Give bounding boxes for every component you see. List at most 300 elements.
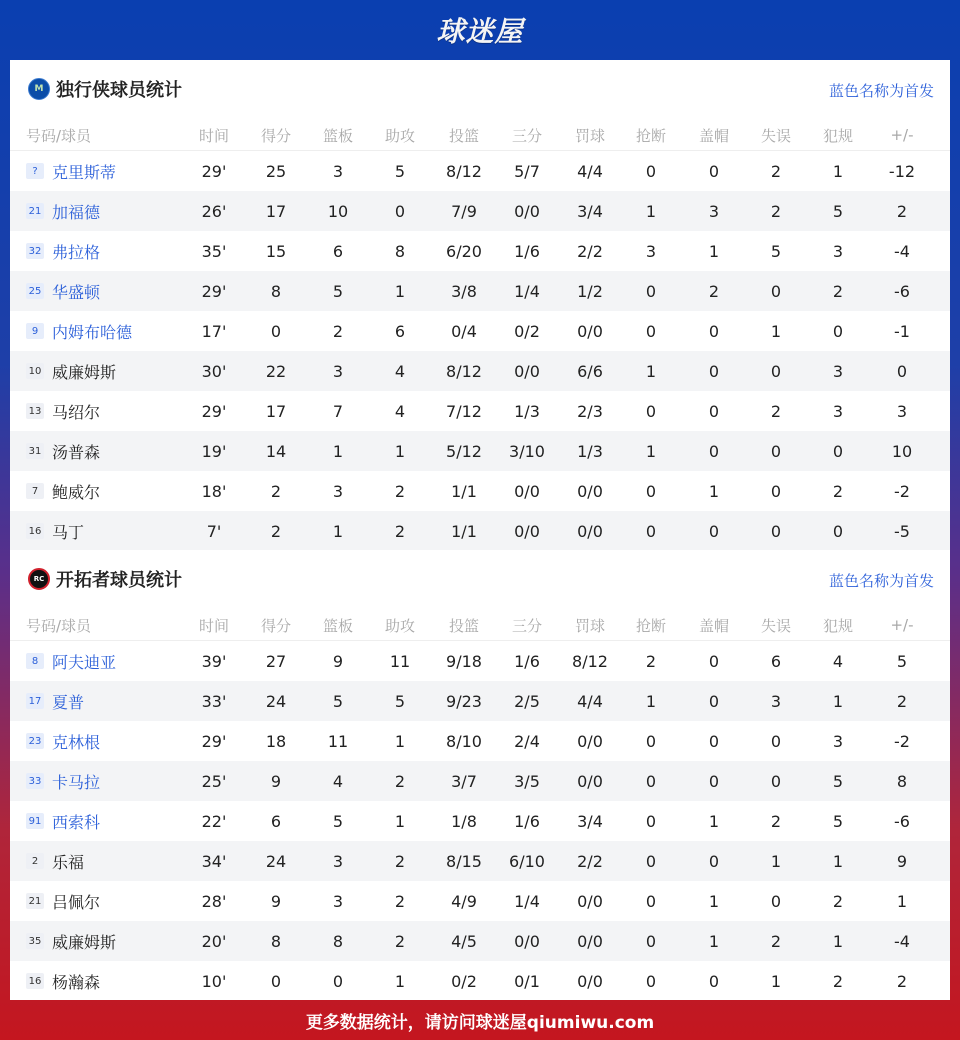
- stat-pf: 4: [832, 651, 844, 671]
- stat-pm: -5: [894, 521, 910, 541]
- stat-ft: 0/0: [577, 481, 603, 501]
- jersey-number: 8: [26, 653, 44, 669]
- column-header: 三分: [511, 616, 542, 635]
- stat-tp: 0/0: [514, 481, 540, 501]
- player-cell: [26, 271, 100, 311]
- stat-fg: 4/5: [451, 931, 477, 951]
- stat-ast: 1: [394, 441, 406, 461]
- jersey-number: 25: [26, 283, 44, 299]
- table-row: [10, 151, 950, 191]
- stat-pts: 2: [270, 481, 282, 501]
- stat-blk: 0: [708, 691, 720, 711]
- stat-ast: 1: [394, 281, 406, 301]
- table-header: [10, 120, 950, 151]
- stat-to: 3: [770, 691, 782, 711]
- table-row: [10, 191, 950, 231]
- jersey-number: 7: [26, 483, 44, 499]
- stat-fg: 0/2: [451, 971, 477, 991]
- stat-ft: 0/0: [577, 971, 603, 991]
- column-header: 盖帽: [698, 616, 729, 635]
- table-row: [10, 511, 950, 551]
- column-header: 助攻: [384, 126, 415, 145]
- stat-pf: 1: [832, 851, 844, 871]
- stat-to: 0: [770, 481, 782, 501]
- stat-ft: 1/3: [577, 441, 603, 461]
- stat-pm: 9: [896, 851, 908, 871]
- stat-stl: 0: [645, 931, 657, 951]
- stat-reb: 11: [327, 731, 349, 751]
- stat-min: 39': [201, 651, 227, 671]
- stat-stl: 0: [645, 771, 657, 791]
- stat-stl: 0: [645, 161, 657, 181]
- stat-to: 0: [770, 771, 782, 791]
- jersey-number: 91: [26, 813, 44, 829]
- jersey-number: 21: [26, 893, 44, 909]
- table-row: [10, 391, 950, 431]
- stat-to: 0: [770, 441, 782, 461]
- stat-pf: 2: [832, 281, 844, 301]
- stat-tp: 1/6: [514, 811, 540, 831]
- player-name: 克林根: [52, 732, 101, 752]
- stat-pm: 5: [896, 651, 908, 671]
- column-header: 号码/球员: [26, 616, 92, 635]
- player-cell: [26, 511, 84, 551]
- stat-fg: 9/18: [446, 651, 482, 671]
- player-name: 西索科: [52, 812, 101, 832]
- stat-ft: 0/0: [577, 771, 603, 791]
- stat-pf: 2: [832, 891, 844, 911]
- column-header: 失误: [760, 126, 791, 145]
- panel-header: [10, 60, 950, 120]
- stat-pts: 0: [270, 971, 282, 991]
- column-header: 罚球: [574, 616, 605, 635]
- stat-min: 17': [201, 321, 227, 341]
- stat-min: 18': [201, 481, 227, 501]
- stat-tp: 0/0: [514, 201, 540, 221]
- column-header: 三分: [511, 126, 542, 145]
- stat-ast: 2: [394, 851, 406, 871]
- stat-reb: 7: [332, 401, 344, 421]
- stat-fg: 7/9: [451, 201, 477, 221]
- player-name: 威廉姆斯: [52, 932, 117, 952]
- table-header: [10, 610, 950, 641]
- player-name: 威廉姆斯: [52, 362, 117, 382]
- table-row: [10, 471, 950, 511]
- starter-note: 蓝色名称为首发: [828, 572, 934, 590]
- player-cell: [26, 641, 116, 681]
- jersey-number: 2: [26, 853, 44, 869]
- player-cell: [26, 191, 100, 231]
- stat-ast: 1: [394, 731, 406, 751]
- table-row: [10, 231, 950, 271]
- stat-to: 2: [770, 931, 782, 951]
- stat-pts: 9: [270, 771, 282, 791]
- stat-fg: 3/7: [451, 771, 477, 791]
- stat-stl: 0: [645, 281, 657, 301]
- table-row: [10, 271, 950, 311]
- player-cell: [26, 231, 100, 271]
- player-name: 华盛顿: [52, 282, 101, 302]
- stat-pm: 8: [896, 771, 908, 791]
- column-header: +/-: [890, 616, 914, 634]
- stat-tp: 1/4: [514, 281, 540, 301]
- player-name: 加福德: [52, 202, 101, 222]
- stat-fg: 1/1: [451, 521, 477, 541]
- stat-reb: 3: [332, 851, 344, 871]
- stat-reb: 5: [332, 811, 344, 831]
- stat-fg: 0/4: [451, 321, 477, 341]
- stat-pts: 15: [265, 241, 287, 261]
- stat-to: 2: [770, 161, 782, 181]
- stat-pts: 24: [265, 691, 287, 711]
- player-cell: [26, 801, 100, 841]
- footer-link[interactable]: 更多数据统计，请访问球迷屋qiumiwu.com: [305, 1012, 655, 1033]
- player-name: 吕佩尔: [52, 892, 101, 912]
- stat-stl: 0: [645, 891, 657, 911]
- table-row: [10, 311, 950, 351]
- stat-pm: -6: [894, 281, 910, 301]
- player-cell: [26, 151, 116, 191]
- stat-stl: 0: [645, 851, 657, 871]
- stat-min: 28': [201, 891, 227, 911]
- stat-ast: 5: [394, 691, 406, 711]
- stat-stl: 1: [645, 201, 657, 221]
- stat-ft: 0/0: [577, 521, 603, 541]
- player-rows: [10, 151, 950, 551]
- brand-header: [0, 0, 960, 60]
- stat-pm: 2: [896, 971, 908, 991]
- stat-pm: 2: [896, 201, 908, 221]
- stat-ast: 2: [394, 931, 406, 951]
- stat-pts: 2: [270, 521, 282, 541]
- stat-to: 0: [770, 891, 782, 911]
- stat-min: 26': [201, 201, 227, 221]
- stat-ast: 4: [394, 361, 406, 381]
- stat-pm: 3: [896, 401, 908, 421]
- stat-blk: 2: [708, 281, 720, 301]
- stat-reb: 10: [327, 201, 349, 221]
- stat-tp: 0/0: [514, 361, 540, 381]
- stat-fg: 6/20: [446, 241, 482, 261]
- column-header: 抢断: [635, 126, 666, 145]
- stat-tp: 1/6: [514, 651, 540, 671]
- stat-ft: 0/0: [577, 321, 603, 341]
- table-row: [10, 881, 950, 921]
- stat-pts: 8: [270, 931, 282, 951]
- stat-pm: 10: [891, 441, 913, 461]
- stat-to: 2: [770, 401, 782, 421]
- column-header: 抢断: [635, 616, 666, 635]
- mavericks-logo-icon: M: [28, 78, 50, 100]
- stat-to: 0: [770, 521, 782, 541]
- table-row: [10, 841, 950, 881]
- player-cell: [26, 881, 100, 921]
- stat-pf: 1: [832, 931, 844, 951]
- stat-tp: 0/0: [514, 521, 540, 541]
- stat-ft: 0/0: [577, 931, 603, 951]
- stat-to: 1: [770, 321, 782, 341]
- stat-blk: 1: [708, 811, 720, 831]
- team-title: 开拓者球员统计: [56, 570, 182, 591]
- player-cell: [26, 471, 100, 511]
- stat-ft: 1/2: [577, 281, 603, 301]
- stat-blk: 1: [708, 931, 720, 951]
- stat-ast: 11: [389, 651, 411, 671]
- stat-reb: 4: [332, 771, 344, 791]
- stat-to: 0: [770, 281, 782, 301]
- stat-pts: 24: [265, 851, 287, 871]
- stat-ft: 4/4: [577, 691, 603, 711]
- jersey-number: 23: [26, 733, 44, 749]
- column-header: 篮板: [322, 126, 353, 145]
- stat-ast: 1: [394, 971, 406, 991]
- stat-pts: 25: [265, 161, 287, 181]
- player-cell: [26, 961, 100, 1001]
- stat-tp: 2/5: [514, 691, 540, 711]
- stat-pf: 2: [832, 971, 844, 991]
- stat-reb: 1: [332, 441, 344, 461]
- player-name: 汤普森: [52, 442, 101, 462]
- column-header: 助攻: [384, 616, 415, 635]
- jersey-number: 13: [26, 403, 44, 419]
- stat-ft: 8/12: [572, 651, 608, 671]
- stat-reb: 3: [332, 161, 344, 181]
- stat-to: 1: [770, 971, 782, 991]
- stat-fg: 8/12: [446, 161, 482, 181]
- jersey-number: 17: [26, 693, 44, 709]
- stat-fg: 8/15: [446, 851, 482, 871]
- stat-min: 29': [201, 731, 227, 751]
- stat-pts: 9: [270, 891, 282, 911]
- stat-blk: 0: [708, 851, 720, 871]
- stat-pf: 5: [832, 811, 844, 831]
- stat-pm: 2: [896, 691, 908, 711]
- stat-tp: 1/3: [514, 401, 540, 421]
- stat-pf: 5: [832, 771, 844, 791]
- player-name: 内姆布哈德: [52, 322, 133, 342]
- stat-blk: 0: [708, 771, 720, 791]
- stat-ast: 2: [394, 481, 406, 501]
- stat-min: 34': [201, 851, 227, 871]
- stat-fg: 4/9: [451, 891, 477, 911]
- stat-pf: 0: [832, 441, 844, 461]
- jersey-number: 35: [26, 933, 44, 949]
- player-cell: [26, 391, 100, 431]
- stat-tp: 3/10: [509, 441, 545, 461]
- stat-min: 19': [201, 441, 227, 461]
- stat-pf: 2: [832, 481, 844, 501]
- starter-note: 蓝色名称为首发: [828, 82, 934, 100]
- stat-pf: 3: [832, 401, 844, 421]
- stat-reb: 3: [332, 481, 344, 501]
- stat-pm: -2: [894, 731, 910, 751]
- stat-blk: 3: [708, 201, 720, 221]
- stat-to: 0: [770, 731, 782, 751]
- table-row: [10, 351, 950, 391]
- player-cell: [26, 311, 132, 351]
- column-header: 犯规: [822, 126, 853, 145]
- player-cell: [26, 351, 116, 391]
- stat-reb: 6: [332, 241, 344, 261]
- stat-fg: 1/1: [451, 481, 477, 501]
- stat-fg: 3/8: [451, 281, 477, 301]
- stat-ast: 8: [394, 241, 406, 261]
- stat-ft: 4/4: [577, 161, 603, 181]
- stat-stl: 0: [645, 521, 657, 541]
- stat-to: 2: [770, 811, 782, 831]
- stat-blk: 0: [708, 441, 720, 461]
- jersey-number: 16: [26, 973, 44, 989]
- stat-stl: 1: [645, 361, 657, 381]
- player-rows: [10, 641, 950, 1001]
- column-header: +/-: [890, 126, 914, 144]
- table-row: [10, 721, 950, 761]
- stat-min: 10': [201, 971, 227, 991]
- stat-ast: 5: [394, 161, 406, 181]
- column-header: 时间: [198, 616, 229, 635]
- stat-pts: 22: [265, 361, 287, 381]
- column-header: 得分: [260, 616, 291, 635]
- stat-blk: 0: [708, 321, 720, 341]
- player-name: 阿夫迪亚: [52, 652, 117, 672]
- player-name: 鲍威尔: [52, 482, 101, 502]
- stat-pts: 0: [270, 321, 282, 341]
- jersey-number: 10: [26, 363, 44, 379]
- table-row: [10, 641, 950, 681]
- player-name: 夏普: [52, 692, 85, 712]
- stat-stl: 0: [645, 401, 657, 421]
- stat-tp: 1/6: [514, 241, 540, 261]
- stat-blk: 0: [708, 651, 720, 671]
- stat-pm: -4: [894, 241, 910, 261]
- stat-reb: 9: [332, 651, 344, 671]
- stat-tp: 0/2: [514, 321, 540, 341]
- stat-to: 1: [770, 851, 782, 871]
- stat-pf: 1: [832, 161, 844, 181]
- column-header: 时间: [198, 126, 229, 145]
- stat-pf: 0: [832, 521, 844, 541]
- stat-pts: 17: [265, 401, 287, 421]
- stat-fg: 8/12: [446, 361, 482, 381]
- jersey-number: 9: [26, 323, 44, 339]
- stat-fg: 1/8: [451, 811, 477, 831]
- team-panel-mavericks: [10, 60, 950, 550]
- stat-blk: 0: [708, 161, 720, 181]
- stat-blk: 1: [708, 481, 720, 501]
- player-cell: [26, 681, 84, 721]
- stat-pts: 18: [265, 731, 287, 751]
- team-panel-blazers: [10, 550, 950, 1000]
- stat-reb: 3: [332, 891, 344, 911]
- stat-blk: 0: [708, 401, 720, 421]
- stat-pf: 0: [832, 321, 844, 341]
- stat-stl: 0: [645, 971, 657, 991]
- column-header: 投篮: [448, 126, 479, 145]
- stat-ft: 0/0: [577, 891, 603, 911]
- stat-pts: 6: [270, 811, 282, 831]
- column-header: 得分: [260, 126, 291, 145]
- stat-ft: 2/3: [577, 401, 603, 421]
- column-header: 犯规: [822, 616, 853, 635]
- stat-reb: 5: [332, 281, 344, 301]
- stat-tp: 5/7: [514, 161, 540, 181]
- stat-tp: 3/5: [514, 771, 540, 791]
- stat-stl: 3: [645, 241, 657, 261]
- stat-to: 0: [770, 361, 782, 381]
- stat-reb: 3: [332, 361, 344, 381]
- stat-ast: 0: [394, 201, 406, 221]
- jersey-number: 33: [26, 773, 44, 789]
- stat-min: 7': [206, 521, 222, 541]
- stat-pf: 5: [832, 201, 844, 221]
- stat-tp: 0/0: [514, 931, 540, 951]
- jersey-number: 31: [26, 443, 44, 459]
- stat-to: 6: [770, 651, 782, 671]
- player-name: 弗拉格: [52, 242, 101, 262]
- team-title: 独行侠球员统计: [56, 80, 182, 101]
- stat-stl: 0: [645, 811, 657, 831]
- player-name: 马绍尔: [52, 402, 101, 422]
- stat-min: 29': [201, 401, 227, 421]
- stat-min: 22': [201, 811, 227, 831]
- column-header: 失误: [760, 616, 791, 635]
- stat-blk: 1: [708, 891, 720, 911]
- player-name: 乐福: [52, 852, 85, 872]
- stat-pm: -1: [894, 321, 910, 341]
- stat-pm: -6: [894, 811, 910, 831]
- stat-tp: 6/10: [509, 851, 545, 871]
- stat-ast: 2: [394, 891, 406, 911]
- stat-fg: 7/12: [446, 401, 482, 421]
- stat-pts: 14: [265, 441, 287, 461]
- stat-blk: 0: [708, 361, 720, 381]
- player-name: 马丁: [52, 522, 85, 542]
- stat-min: 33': [201, 691, 227, 711]
- table-row: [10, 431, 950, 471]
- table-row: [10, 681, 950, 721]
- stat-min: 29': [201, 161, 227, 181]
- brand-logo: 球迷屋: [436, 15, 524, 48]
- stat-pm: -12: [888, 161, 916, 181]
- player-name: 杨瀚森: [52, 972, 101, 992]
- panel-header: [10, 550, 950, 610]
- stat-ast: 2: [394, 771, 406, 791]
- stat-fg: 9/23: [446, 691, 482, 711]
- table-row: [10, 761, 950, 801]
- stat-min: 35': [201, 241, 227, 261]
- stat-ft: 2/2: [577, 851, 603, 871]
- stat-tp: 1/4: [514, 891, 540, 911]
- stat-min: 25': [201, 771, 227, 791]
- stat-reb: 2: [332, 321, 344, 341]
- stat-ft: 6/6: [577, 361, 603, 381]
- table-row: [10, 801, 950, 841]
- stat-to: 5: [770, 241, 782, 261]
- stat-pm: -4: [894, 931, 910, 951]
- stat-pf: 1: [832, 691, 844, 711]
- stat-reb: 0: [332, 971, 344, 991]
- player-name: 克里斯蒂: [52, 162, 117, 182]
- stat-pf: 3: [832, 731, 844, 751]
- stat-min: 30': [201, 361, 227, 381]
- stat-tp: 0/1: [514, 971, 540, 991]
- stat-fg: 8/10: [446, 731, 482, 751]
- column-header: 号码/球员: [26, 126, 92, 145]
- stat-pm: -2: [894, 481, 910, 501]
- stat-ast: 4: [394, 401, 406, 421]
- table-row: [10, 961, 950, 1001]
- stat-pts: 27: [265, 651, 287, 671]
